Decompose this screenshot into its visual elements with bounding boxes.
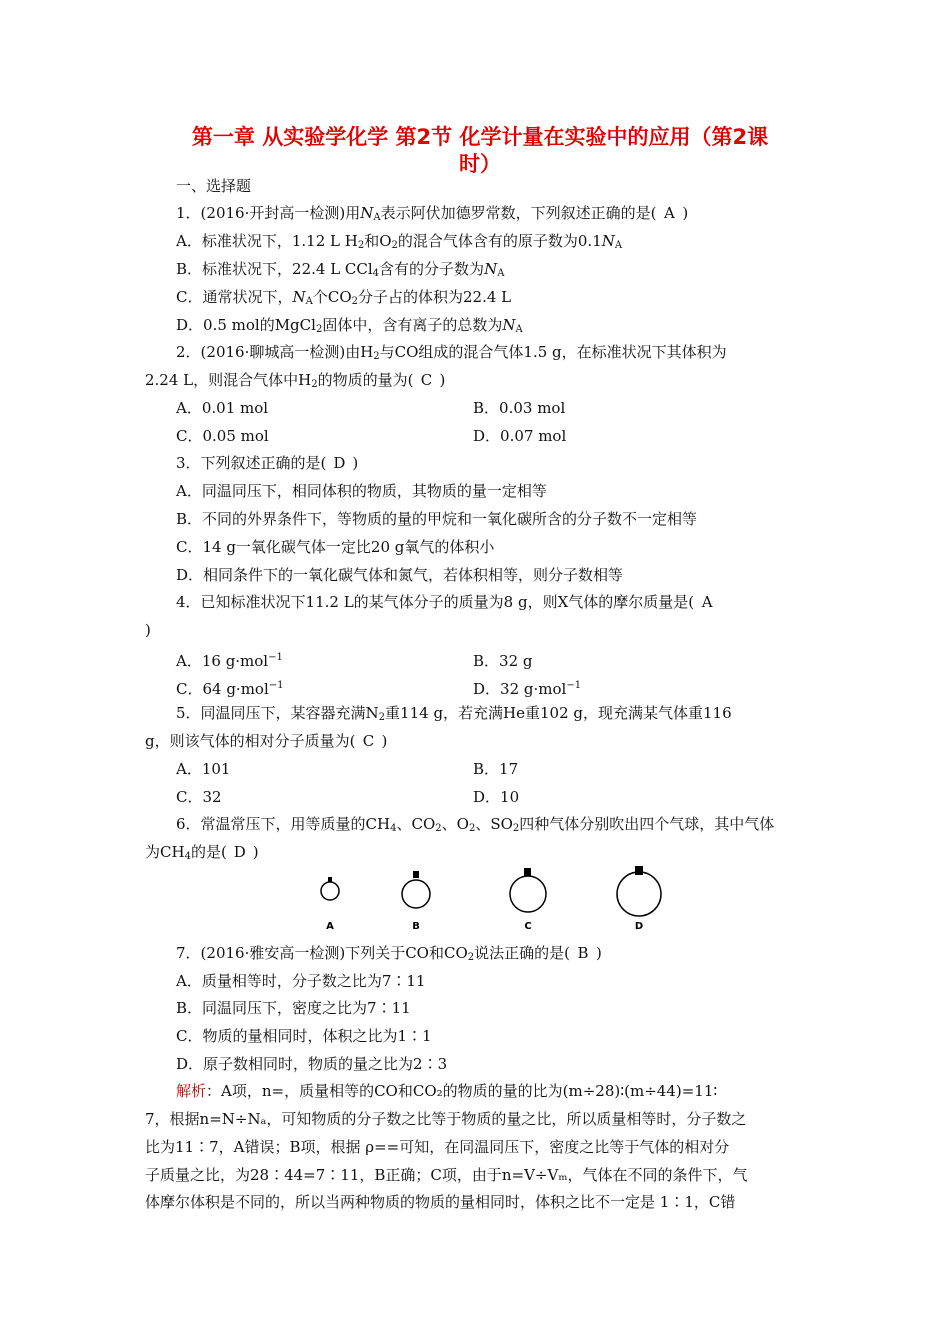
q1-option-d: D．0.5 mol的MgCl$_2$固体中，含有离子的总数为$N_A$ (176, 316, 523, 335)
question-2-stem: 2．(2016·聊城高一检测)由$H_2$与CO组成的混合气体1.5 g，在标准状况下其体积为 (176, 343, 727, 362)
analysis-label: 解析 (176, 1082, 207, 1100)
question-1-stem (176, 203, 688, 228)
question-7-stem: 7．(2016·雅安高一检测)下列关于CO和$CO_2$说法正确的是( B ) (176, 944, 602, 963)
q5-option-b: B．17 (473, 760, 519, 778)
balloon-label-a: A (326, 921, 334, 932)
analysis-line-5: 体摩尔体积是不同的，所以当两种物质的物质的量相同时，体积之比不一定是 1∶1，C错 (145, 1193, 736, 1211)
page-title (140, 124, 820, 178)
balloon-label-d: D (634, 921, 644, 932)
balloon-a (321, 877, 339, 932)
q2-option-b: B．0.03 mol (473, 399, 566, 417)
q3-option-b: B．不同的外界条件下，等物质的量的甲烷和一氧化碳所含的分子数不一定相等 (176, 510, 698, 528)
q1-stem-text-2: 表示阿伏加德罗常数，下列叙述正确的是( (380, 204, 657, 222)
q4-option-b: B．32 g (473, 652, 533, 670)
q1-close: ) (682, 204, 689, 222)
balloon-b (402, 871, 430, 932)
question-5-stem: 5．同温同压下，某容器充满$N_2$重114 g，若充满He重102 g，现充满某气体重116 (176, 704, 732, 723)
question-6-stem: 6．常温常压下，用等质量的$CH_4$、$CO_2$、$O_2$、$SO_2$四种气体分别吹出四个气球，其中气体 (176, 815, 775, 834)
q1-option-c: C．通常状况下，$N_A$个$CO_2$分子占的体积为22.4 L (176, 288, 512, 307)
analysis-line-4: 子质量之比，为28∶44=7∶11，B正确；C项，由于n=V÷Vₘ，气体在不同的条件下，气 (145, 1166, 748, 1184)
q1-na: N (360, 204, 374, 222)
q3-option-a: A．同温同压下，相同体积的物质，其物质的量一定相等 (176, 482, 547, 500)
q1-option-a: A．标准状况下，1.12 L $H_2$和$O_2$的混合气体含有的原子数为$0.1N_A$ (176, 232, 623, 251)
analysis-line-1: 解析：A项，n=，质量相等的CO和CO₂的物质的量的比为(m÷28)∶(m÷44)=11∶ (176, 1082, 718, 1100)
q5-option-c: C．32 (176, 788, 222, 806)
q1-option-b: B．标准状况下，22.4 L CCl$_4$含有的分子数为$N_A$ (176, 260, 505, 279)
q5-option-d: D．10 (473, 788, 520, 806)
balloons-figure (300, 866, 680, 932)
q2-answer: C (420, 371, 433, 389)
balloon-label-c: C (524, 921, 532, 932)
question-4-close: ) (145, 621, 151, 639)
title-line-1: 第一章 从实验学化学 第2节 化学计量在实验中的应用（第2课 (191, 125, 769, 149)
q7-option-c: C．物质的量相同时，体积之比为1∶1 (176, 1027, 432, 1045)
q2-option-d: D．0.07 mol (473, 427, 567, 445)
q1-answer: A (664, 204, 675, 222)
analysis-line-3: 比为11∶7，A错误；B项，根据 ρ==可知，在同温同压下，密度之比等于气体的相对分 (145, 1138, 730, 1156)
q5-option-a: A．101 (176, 760, 231, 778)
balloon-c (510, 868, 546, 932)
analysis-line-2: 7，根据n=N÷Nₐ，可知物质的分子数之比等于物质的量之比，所以质量相等时，分子数之 (145, 1110, 747, 1128)
q2-option-c: C．0.05 mol (176, 427, 269, 445)
section-heading: 一、选择题 (176, 177, 252, 195)
q7-option-b: B．同温同压下，密度之比为7∶11 (176, 999, 411, 1017)
title-line-2: 时） (459, 152, 501, 176)
q3-option-c: C．14 g一氧化碳气体一定比20 g氧气的体积小 (176, 538, 495, 556)
q2-option-a: A．0.01 mol (176, 399, 269, 417)
question-3-stem: 3．下列叙述正确的是( D ) (176, 454, 359, 472)
q7-option-d: D．原子数相同时，物质的量之比为2∶3 (176, 1055, 448, 1073)
q7-option-a: A．质量相等时，分子数之比为7∶11 (176, 972, 426, 990)
question-2-stem-cont: 2.24 L，则混合气体中$H_2$的物质的量为( C ) (145, 371, 446, 390)
question-4-stem: 4．已知标准状况下11.2 L的某气体分子的质量为8 g，则X气体的摩尔质量是( A (176, 592, 720, 612)
balloon-d (617, 866, 661, 932)
q4-option-c: C．64 g·mol$^{-1}$ (176, 680, 284, 698)
q1-stem-text: 1．(2016·开封高一检测)用 (176, 204, 361, 222)
q4-answer: A (701, 593, 713, 611)
q5-answer: C (362, 732, 375, 750)
q3-answer: D (333, 454, 346, 472)
q7-answer: B (577, 944, 589, 962)
question-5-stem-cont: g，则该气体的相对分子质量为( C ) (145, 732, 388, 750)
question-6-stem-cont: 为$CH_4$的是( D ) (145, 843, 259, 862)
q4-option-a: A．16 g·mol$^{-1}$ (176, 652, 283, 670)
balloon-label-b: B (412, 921, 420, 932)
q4-option-d: D．32 g·mol$^{-1}$ (473, 680, 582, 698)
q1-na-sub: A (373, 212, 381, 223)
q3-option-d: D．相同条件下的一氧化碳气体和氮气，若体积相等，则分子数相等 (176, 566, 624, 584)
q6-answer: D (233, 843, 246, 861)
